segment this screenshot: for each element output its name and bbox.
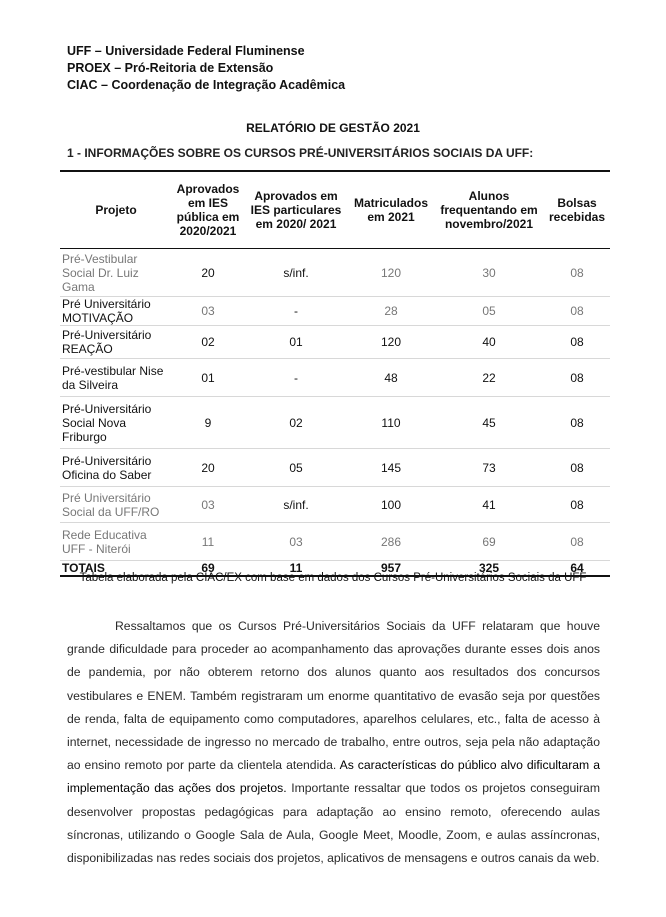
header-alunos-frequentando: Alunos frequentando em novembro/2021 <box>434 171 544 249</box>
table-row <box>60 397 610 449</box>
courses-table <box>60 170 610 577</box>
total-matriculados: 957 <box>348 561 434 577</box>
header-line-university: UFF – Universidade Federal Fluminense <box>67 44 305 58</box>
cell-bolsas: 08 <box>570 534 584 549</box>
cell-frequentando: 69 <box>482 534 496 549</box>
table-row <box>60 249 610 297</box>
table-header-row <box>60 171 610 249</box>
table-row <box>60 326 610 359</box>
cell-projeto: Pré-Vestibular Social Dr. Luiz Gama <box>62 251 139 294</box>
cell-frequentando: 22 <box>482 370 496 385</box>
cell-bolsas: 08 <box>570 415 584 430</box>
cell-particular: s/inf. <box>283 497 309 512</box>
total-bolsas: 64 <box>544 561 610 577</box>
section-title: 1 - INFORMAÇÕES SOBRE OS CURSOS PRÉ-UNIVERSITÁRIOS SOCIAIS DA UFF: <box>67 146 534 160</box>
cell-particular: 03 <box>289 534 303 549</box>
paragraph-part-2: Importante ressaltar que todos os projetos conseguiram desenvolver propostas pedagógicas para adaptação ao ensino remoto, oferecendo aulas síncronas, utilizando o Google Sala de Aula, Google Meet, Moodle, Zoom, e aulas assíncronas, disponibilizadas nas redes sociais dos projetos, aplicativos de mensagens e outros canais da web. <box>67 781 600 866</box>
paragraph-part-1: Ressaltamos que os Cursos Pré-Universitários Sociais da UFF relataram que houve grande dificuldade para proceder ao acompanhamento das aprovações durante esses dois anos de pandemia, por não obterem retorno dos alunos quanto aos resultados dos concursos vestibulares e ENEM. Também registraram um enorme quantitativo de evasão seja por questões de renda, falta de equipamento como computadores, aparelhos celulares, etc., falta de acesso à internet, necessidade de ingresso no mercado de trabalho, entre outros, seja pela não adaptação ao ensino remoto por parte da clientela atendida. <box>67 619 600 773</box>
cell-matriculados: 120 <box>380 335 402 349</box>
cell-particular: 01 <box>289 335 303 349</box>
cell-particular: 02 <box>289 415 303 430</box>
cell-projeto: Pré-Universitário Social Nova Friburgo <box>62 401 152 444</box>
cell-frequentando: 41 <box>482 497 496 512</box>
cell-matriculados: 120 <box>380 265 402 280</box>
cell-particular: 05 <box>289 460 303 475</box>
cell-projeto: Pré-Universitário REAÇÃO <box>62 328 152 356</box>
cell-particular: s/inf. <box>283 265 309 280</box>
cell-particular: - <box>294 304 298 318</box>
header-aprovados-publica: Aprovados em IES pública em 2020/2021 <box>172 171 244 249</box>
cell-matriculados: 28 <box>384 304 398 318</box>
cell-bolsas: 08 <box>570 460 584 475</box>
header-line-proex: PROEX – Pró-Reitoria de Extensão <box>67 61 274 75</box>
cell-bolsas: 08 <box>570 335 584 349</box>
cell-projeto: Rede Educativa UFF - Niterói <box>62 527 147 556</box>
cell-publica: 20 <box>201 265 215 280</box>
total-publica: 69 <box>172 561 244 577</box>
cell-matriculados: 145 <box>380 460 402 475</box>
cell-publica: 20 <box>201 460 215 475</box>
table-caption: Tabela elaborada pela CIAC/EX com base em dados dos Cursos Pré-Universitários Sociais da UFF <box>79 572 587 584</box>
header-aprovados-particulares: Aprovados em IES particulares em 2020/ 2021 <box>244 171 348 249</box>
cell-bolsas: 08 <box>570 370 584 385</box>
cell-matriculados: 100 <box>380 497 402 512</box>
cell-publica: 01 <box>201 370 215 385</box>
table-row <box>60 523 610 561</box>
cell-publica: 9 <box>204 415 212 430</box>
header-projeto: Projeto <box>60 171 172 249</box>
cell-projeto: Pré Universitário MOTIVAÇÃO <box>62 297 151 325</box>
totals-label: TOTAIS <box>60 561 172 577</box>
cell-particular: - <box>294 370 298 385</box>
body-paragraph <box>67 615 600 870</box>
cell-bolsas: 08 <box>570 497 584 512</box>
document-header <box>67 43 345 94</box>
cell-projeto: Pré-Universitário Oficina do Saber <box>62 453 152 482</box>
cell-publica: 02 <box>201 335 215 349</box>
total-particular: 11 <box>244 561 348 577</box>
cell-frequentando: 05 <box>482 304 496 318</box>
cell-matriculados: 110 <box>381 415 401 430</box>
table-row <box>60 449 610 487</box>
cell-publica: 11 <box>201 534 215 549</box>
cell-frequentando: 73 <box>482 460 496 475</box>
cell-frequentando: 45 <box>482 415 496 430</box>
cell-publica: 03 <box>201 497 215 512</box>
report-title: RELATÓRIO DE GESTÃO 2021 <box>246 121 420 135</box>
table-row <box>60 487 610 523</box>
cell-bolsas: 08 <box>570 304 584 318</box>
cell-projeto: Pré-vestibular Nise da Silveira <box>62 363 164 392</box>
header-bolsas: Bolsas recebidas <box>544 171 610 249</box>
cell-publica: 03 <box>201 304 215 318</box>
header-line-ciac: CIAC – Coordenação de Integração Acadêmica <box>67 78 346 92</box>
cell-frequentando: 30 <box>482 265 496 280</box>
cell-frequentando: 40 <box>482 335 496 349</box>
cell-bolsas: 08 <box>570 265 584 280</box>
table-row <box>60 297 610 326</box>
table-row <box>60 359 610 397</box>
cell-projeto: Pré Universitário Social da UFF/RO <box>62 490 160 519</box>
cell-matriculados: 48 <box>384 370 398 385</box>
cell-matriculados: 286 <box>380 534 402 549</box>
paragraph-emphasis: As características do público alvo dificultaram a implementação das ações dos projetos. <box>67 758 600 796</box>
header-matriculados: Matriculados em 2021 <box>348 171 434 249</box>
total-frequentando: 325 <box>434 561 544 577</box>
